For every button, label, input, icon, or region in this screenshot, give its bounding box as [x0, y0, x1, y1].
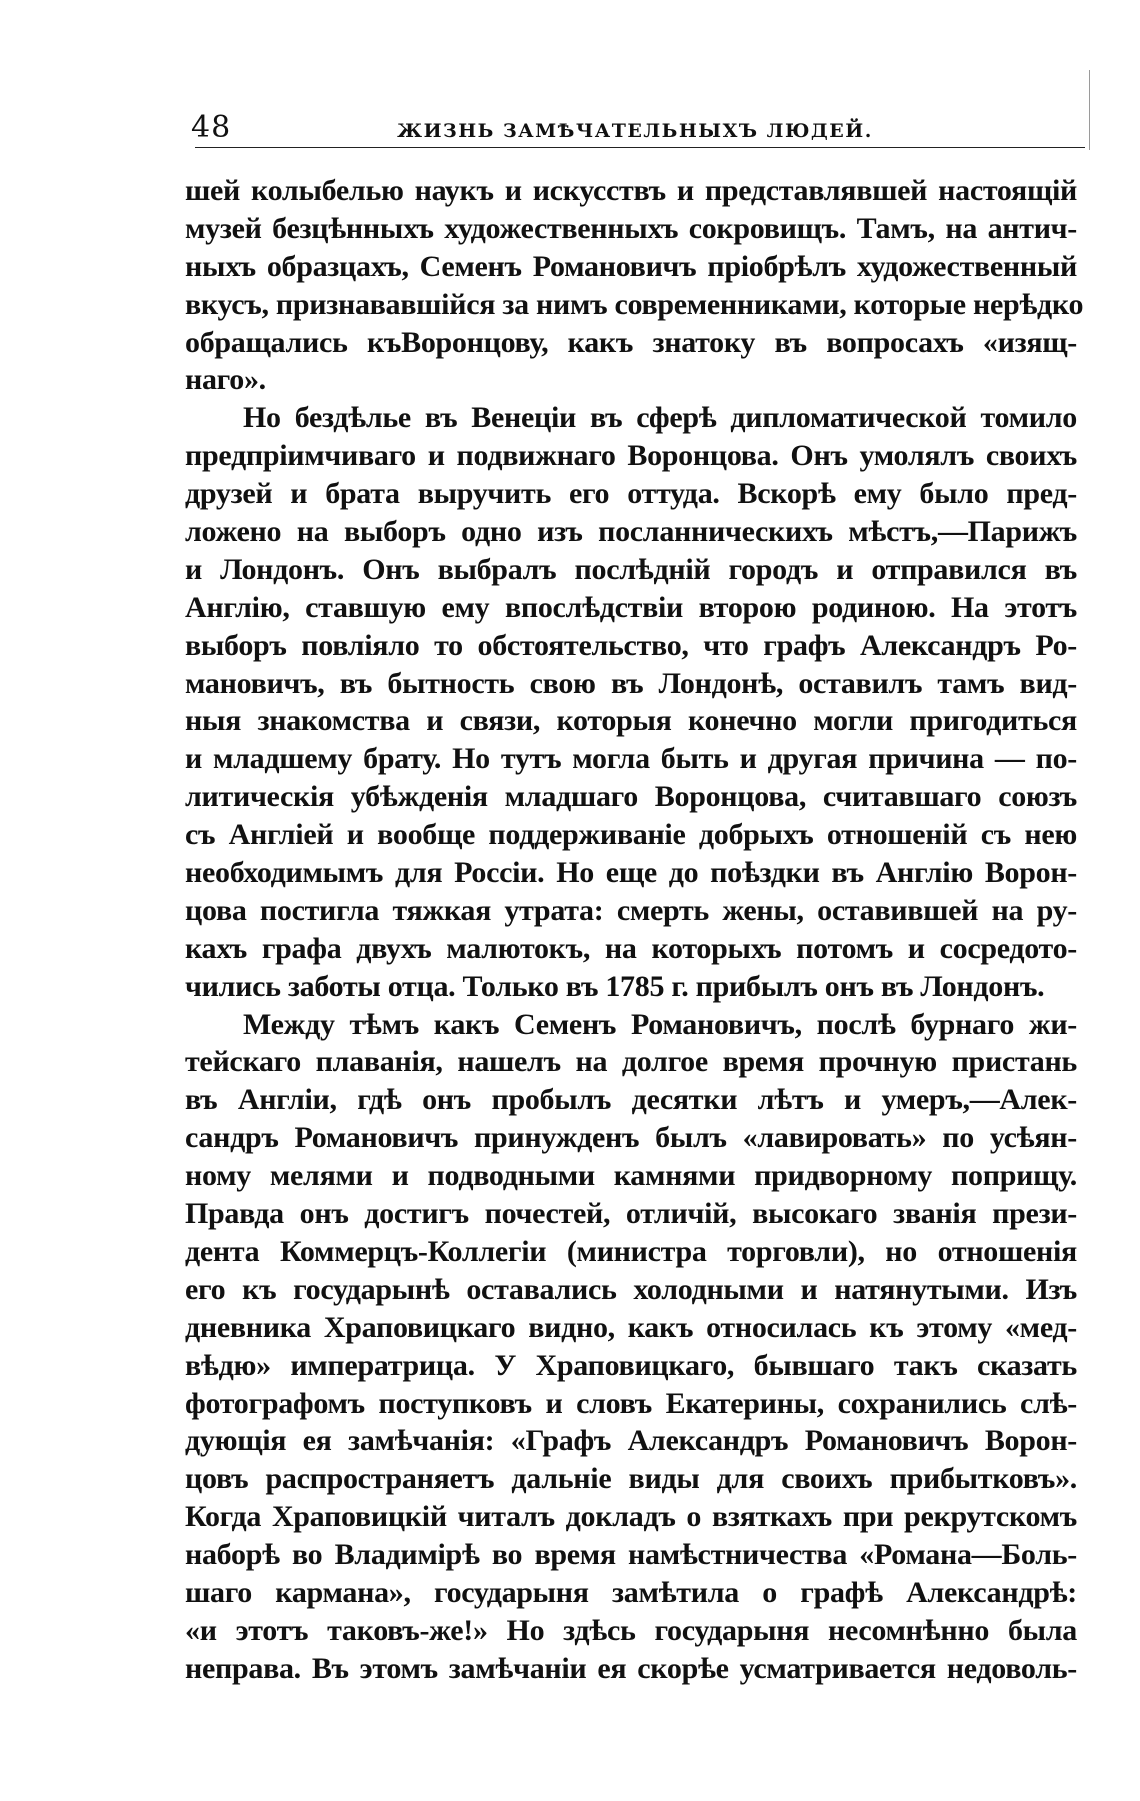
- paragraph-start-line: Но бездѣлье въ Венеціи въ сферѣ дипломатической томило: [243, 401, 1077, 435]
- text-line: ныхъ образцахъ, Семенъ Романовичъ пріобрѣлъ художественный: [185, 249, 1077, 283]
- text-line: ныя знакомства и связи, которыя конечно могли пригодиться: [185, 704, 1077, 738]
- text-line: предпріимчиваго и подвижнаго Воронцова. Онъ умолялъ своихъ: [185, 439, 1077, 473]
- text-line: выборъ повліяло то обстоятельство, что графъ Александръ Ро-: [185, 628, 1077, 662]
- text-line: друзей и брата выручить его оттуда. Вскорѣ ему было пред-: [185, 477, 1077, 511]
- text-line: вѣдю» императрица. У Храповицкаго, бывшаго такъ сказать: [185, 1348, 1077, 1382]
- text-line: Правда онъ достигъ почестей, отличій, высокаго званія прези-: [185, 1197, 1077, 1231]
- text-line: необходимымъ для Россіи. Но еще до поѣздки въ Англію Ворон-: [185, 856, 1077, 890]
- text-line: шей колыбелью наукъ и искусствъ и представлявшей настоящій: [185, 174, 1077, 207]
- text-line: фотографомъ поступковъ и словъ Екатерины, сохранились слѣ-: [185, 1386, 1077, 1420]
- text-line: и Лондонъ. Онъ выбралъ послѣдній городъ и отправился въ: [185, 552, 1077, 586]
- text-line: его къ государынѣ оставались холодными и натянутыми. Изъ: [185, 1272, 1077, 1306]
- text-line: дующія ея замѣчанія: «Графъ Александръ Романовичъ Ворон-: [185, 1424, 1077, 1458]
- page-number: 48: [191, 110, 232, 145]
- paragraph-start-line: Между тѣмъ какъ Семенъ Романовичъ, послѣ бурнаго жи-: [243, 1007, 1077, 1041]
- header-rule: [195, 147, 1085, 148]
- text-line: и младшему брату. Но тутъ могла быть и другая причина — по-: [185, 742, 1077, 776]
- text-line: наборѣ во Владимірѣ во время намѣстничества «Романа—Боль-: [185, 1538, 1077, 1572]
- text-line: литическія убѣжденія младшаго Воронцова, считавшаго союзъ: [185, 780, 1077, 814]
- text-line: сандръ Романовичъ принужденъ былъ «лавировать» по усѣян-: [185, 1121, 1077, 1155]
- text-line: дневника Храповицкаго видно, какъ относилась къ этому «мед-: [185, 1310, 1077, 1344]
- text-line: цовъ распространяетъ дальніе виды для своихъ прибытковъ».: [185, 1462, 1077, 1496]
- text-line: мановичъ, въ бытность свою въ Лондонѣ, оставилъ тамъ вид-: [185, 666, 1077, 700]
- text-line: музей безцѣнныхъ художественныхъ сокровищъ. Тамъ, на антич-: [185, 211, 1077, 245]
- text-line: наго».: [185, 363, 266, 397]
- text-line: тейскаго плаванія, нашелъ на долгое время прочную пристань: [185, 1045, 1077, 1079]
- text-line: Англію, ставшую ему впослѣдствіи второю родиною. На этотъ: [185, 590, 1077, 624]
- text-line: цова постигла тяжкая утрата: смерть жены, оставившей на ру-: [185, 893, 1077, 927]
- text-line: вкусъ, признававшійся за нимъ современниками, которые нерѣдко: [185, 287, 1084, 321]
- text-line: ложено на выборъ одно изъ посланническихъ мѣстъ,—Парижъ: [185, 515, 1077, 549]
- text-line: обращались къВоронцову, какъ знатоку въ вопросахъ «изящ-: [185, 325, 1077, 359]
- page-header: [185, 108, 1085, 152]
- text-line: кахъ графа двухъ малютокъ, на которыхъ потомъ и сосредото-: [185, 931, 1077, 965]
- text-line: дента Коммерцъ-Коллегіи (министра торговли), но отношенія: [185, 1234, 1077, 1268]
- body-text: [185, 172, 1084, 1688]
- running-title: ЖИЗНЬ ЗАМѢЧАТЕЛЬНЫХЪ ЛЮДЕЙ.: [397, 120, 873, 142]
- text-line: съ Англіей и вообще поддерживаніе добрыхъ отношеній съ нею: [185, 818, 1077, 852]
- text-line: Когда Храповицкій читалъ докладъ о взяткахъ при рекрутскомъ: [185, 1500, 1077, 1534]
- text-line: шаго кармана», государыня замѣтила о графѣ Александрѣ:: [185, 1575, 1077, 1609]
- text-line: «и этотъ таковъ-же!» Но здѣсь государыня несомнѣнно была: [185, 1613, 1077, 1647]
- text-line: ному мелями и подводными камнями придворному поприщу.: [185, 1159, 1077, 1193]
- text-line: чились заботы отца. Только въ 1785 г. прибылъ онъ въ Лондонъ.: [185, 969, 1045, 1003]
- page-edge-line: [1089, 70, 1090, 150]
- text-line: неправа. Въ этомъ замѣчаніи ея скорѣе усматривается недоволь-: [185, 1651, 1077, 1685]
- text-line: въ Англіи, гдѣ онъ пробылъ десятки лѣтъ и умеръ,—Алек-: [185, 1083, 1077, 1117]
